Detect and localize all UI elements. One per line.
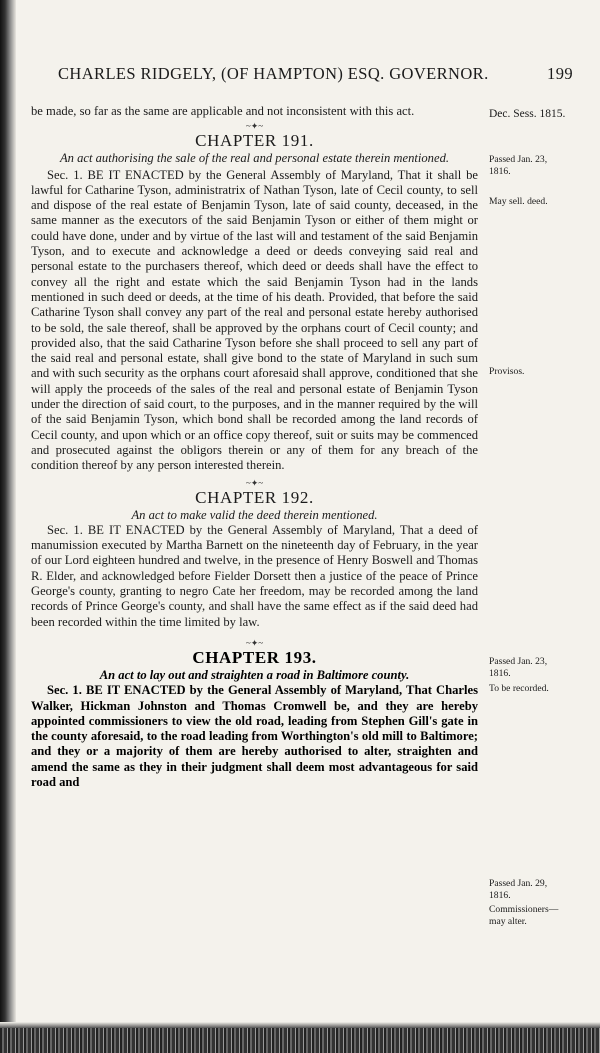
chapter-192-text: Sec. 1. BE IT ENACTED by the General Assembly of Maryland, That a deed of manumission executed by Martha Barnett on the nineteenth day of February, in the year of our Lord eighteen hundred and twelve, in the presence of Henry Boswell and Thomas R. Elder, and acknowledged before Fielder Dorsett then a justice of the peace of Prince George's county, granting to negro Cate her freedom, may be recorded among the land records of Prince George's county, and shall have the same effect as if the said deed had been recorded within the time limited by law.	[31, 522, 478, 629]
margin-note-ch193-passed: Passed Jan. 29, 1816.	[489, 878, 548, 901]
chapter-191-heading: CHAPTER 191.	[195, 131, 314, 151]
margin-note-ch193-commissioners: Commissioners—may alter.	[489, 904, 559, 927]
page-bottom-edge	[0, 1022, 600, 1053]
margin-note-session: Dec. Sess. 1815.	[489, 108, 566, 120]
book-spine-shadow	[0, 0, 16, 1053]
chapter-192	[31, 488, 478, 630]
ornament-ch192: ~✦~	[245, 477, 264, 488]
chapter-191	[31, 131, 478, 473]
margin-note-ch192-recorded: To be recorded.	[489, 683, 549, 694]
running-head-title: CHARLES RIDGELY, (OF HAMPTON) ESQ. GOVERNOR.	[58, 64, 489, 83]
margin-note-ch191-passed: Passed Jan. 23, 1816.	[489, 154, 548, 177]
ornament-ch191: ~✦~	[245, 121, 264, 132]
chapter-192-title: An act to make valid the deed therein mentioned.	[131, 507, 378, 522]
chapter-193-title: An act to lay out and straighten a road in Baltimore county.	[99, 667, 410, 682]
chapter-193-heading: CHAPTER 193.	[192, 647, 317, 667]
chapter-193	[31, 648, 478, 790]
ornament-ch193: ~✦~	[245, 637, 264, 648]
margin-note-ch191-provisos: Provisos.	[489, 366, 525, 377]
opening-text: be made, so far as the same are applicable and not inconsistent with this act.	[31, 104, 415, 118]
margin-note-ch191-sell: May sell. deed.	[489, 196, 548, 207]
running-head	[58, 64, 573, 86]
chapter-193-text: Sec. 1. BE IT ENACTED by the General Assembly of Maryland, That Charles Walker, Hickman Johnston and Thomas Cromwell be, and they are hereby appointed commissioners to view the old road, leading from Stephen Gill's gate in the county aforesaid, to the road leading from Worthington's old mill to Baltimore; and they or a majority of them are hereby authorised to alter, straighten and amend the same as they in their judgment shall deem most advantageous for said road and	[31, 683, 478, 789]
chapter-191-text: Sec. 1. BE IT ENACTED by the General Assembly of Maryland, That it shall be lawful for Catharine Tyson, administratrix of Nathan Tyson, late of Cecil county, to sell and dispose of the real estate of Benjamin Tyson, late of said county, deceased, in the same manner as the executors of the said Benjamin Tyson or either of them might or could have done, under and by virtue of the last will and testament of the said Benjamin Tyson, and to execute and acknowledge a deed or deeds conveying said real and personal estate to the purchasers thereof, which deed or deeds shall have the effect to convey all the right and estate which the said Benjamin Tyson had in the lands mentioned in such deed or deeds, at the time of his death. Provided, that before the said Catharine Tyson shall convey any part of the real and personal estate hereby authorised to be sold, the sale thereof, shall be approved by the orphans court of Cecil county; and provided also, that the said Catharine Tyson before she shall proceed to sell any part of the said real and personal estate, shall give bond to the state of Maryland in such sum and with such security as the orphans court aforesaid shall approve, conditioned that she will apply the proceeds of the sales of the real and personal estate of Benjamin Tyson under the direction of said court, to the purposes, and in the manner required by the will of the said Benjamin Tyson, which bond shall be recorded among the land records of Cecil county, and upon which or an office copy thereof, suit or suits may be commenced and prosecuted against the obligors therein or any of them for any breach of the condition thereof by any person interested therein.	[31, 167, 478, 473]
margin-note-ch192-passed: Passed Jan. 23, 1816.	[489, 656, 548, 679]
chapter-191-title: An act authorising the sale of the real and personal estate therein mentioned.	[59, 151, 450, 166]
chapter-192-heading: CHAPTER 192.	[195, 487, 314, 507]
page-body	[31, 104, 478, 790]
page-number: 199	[547, 64, 573, 83]
